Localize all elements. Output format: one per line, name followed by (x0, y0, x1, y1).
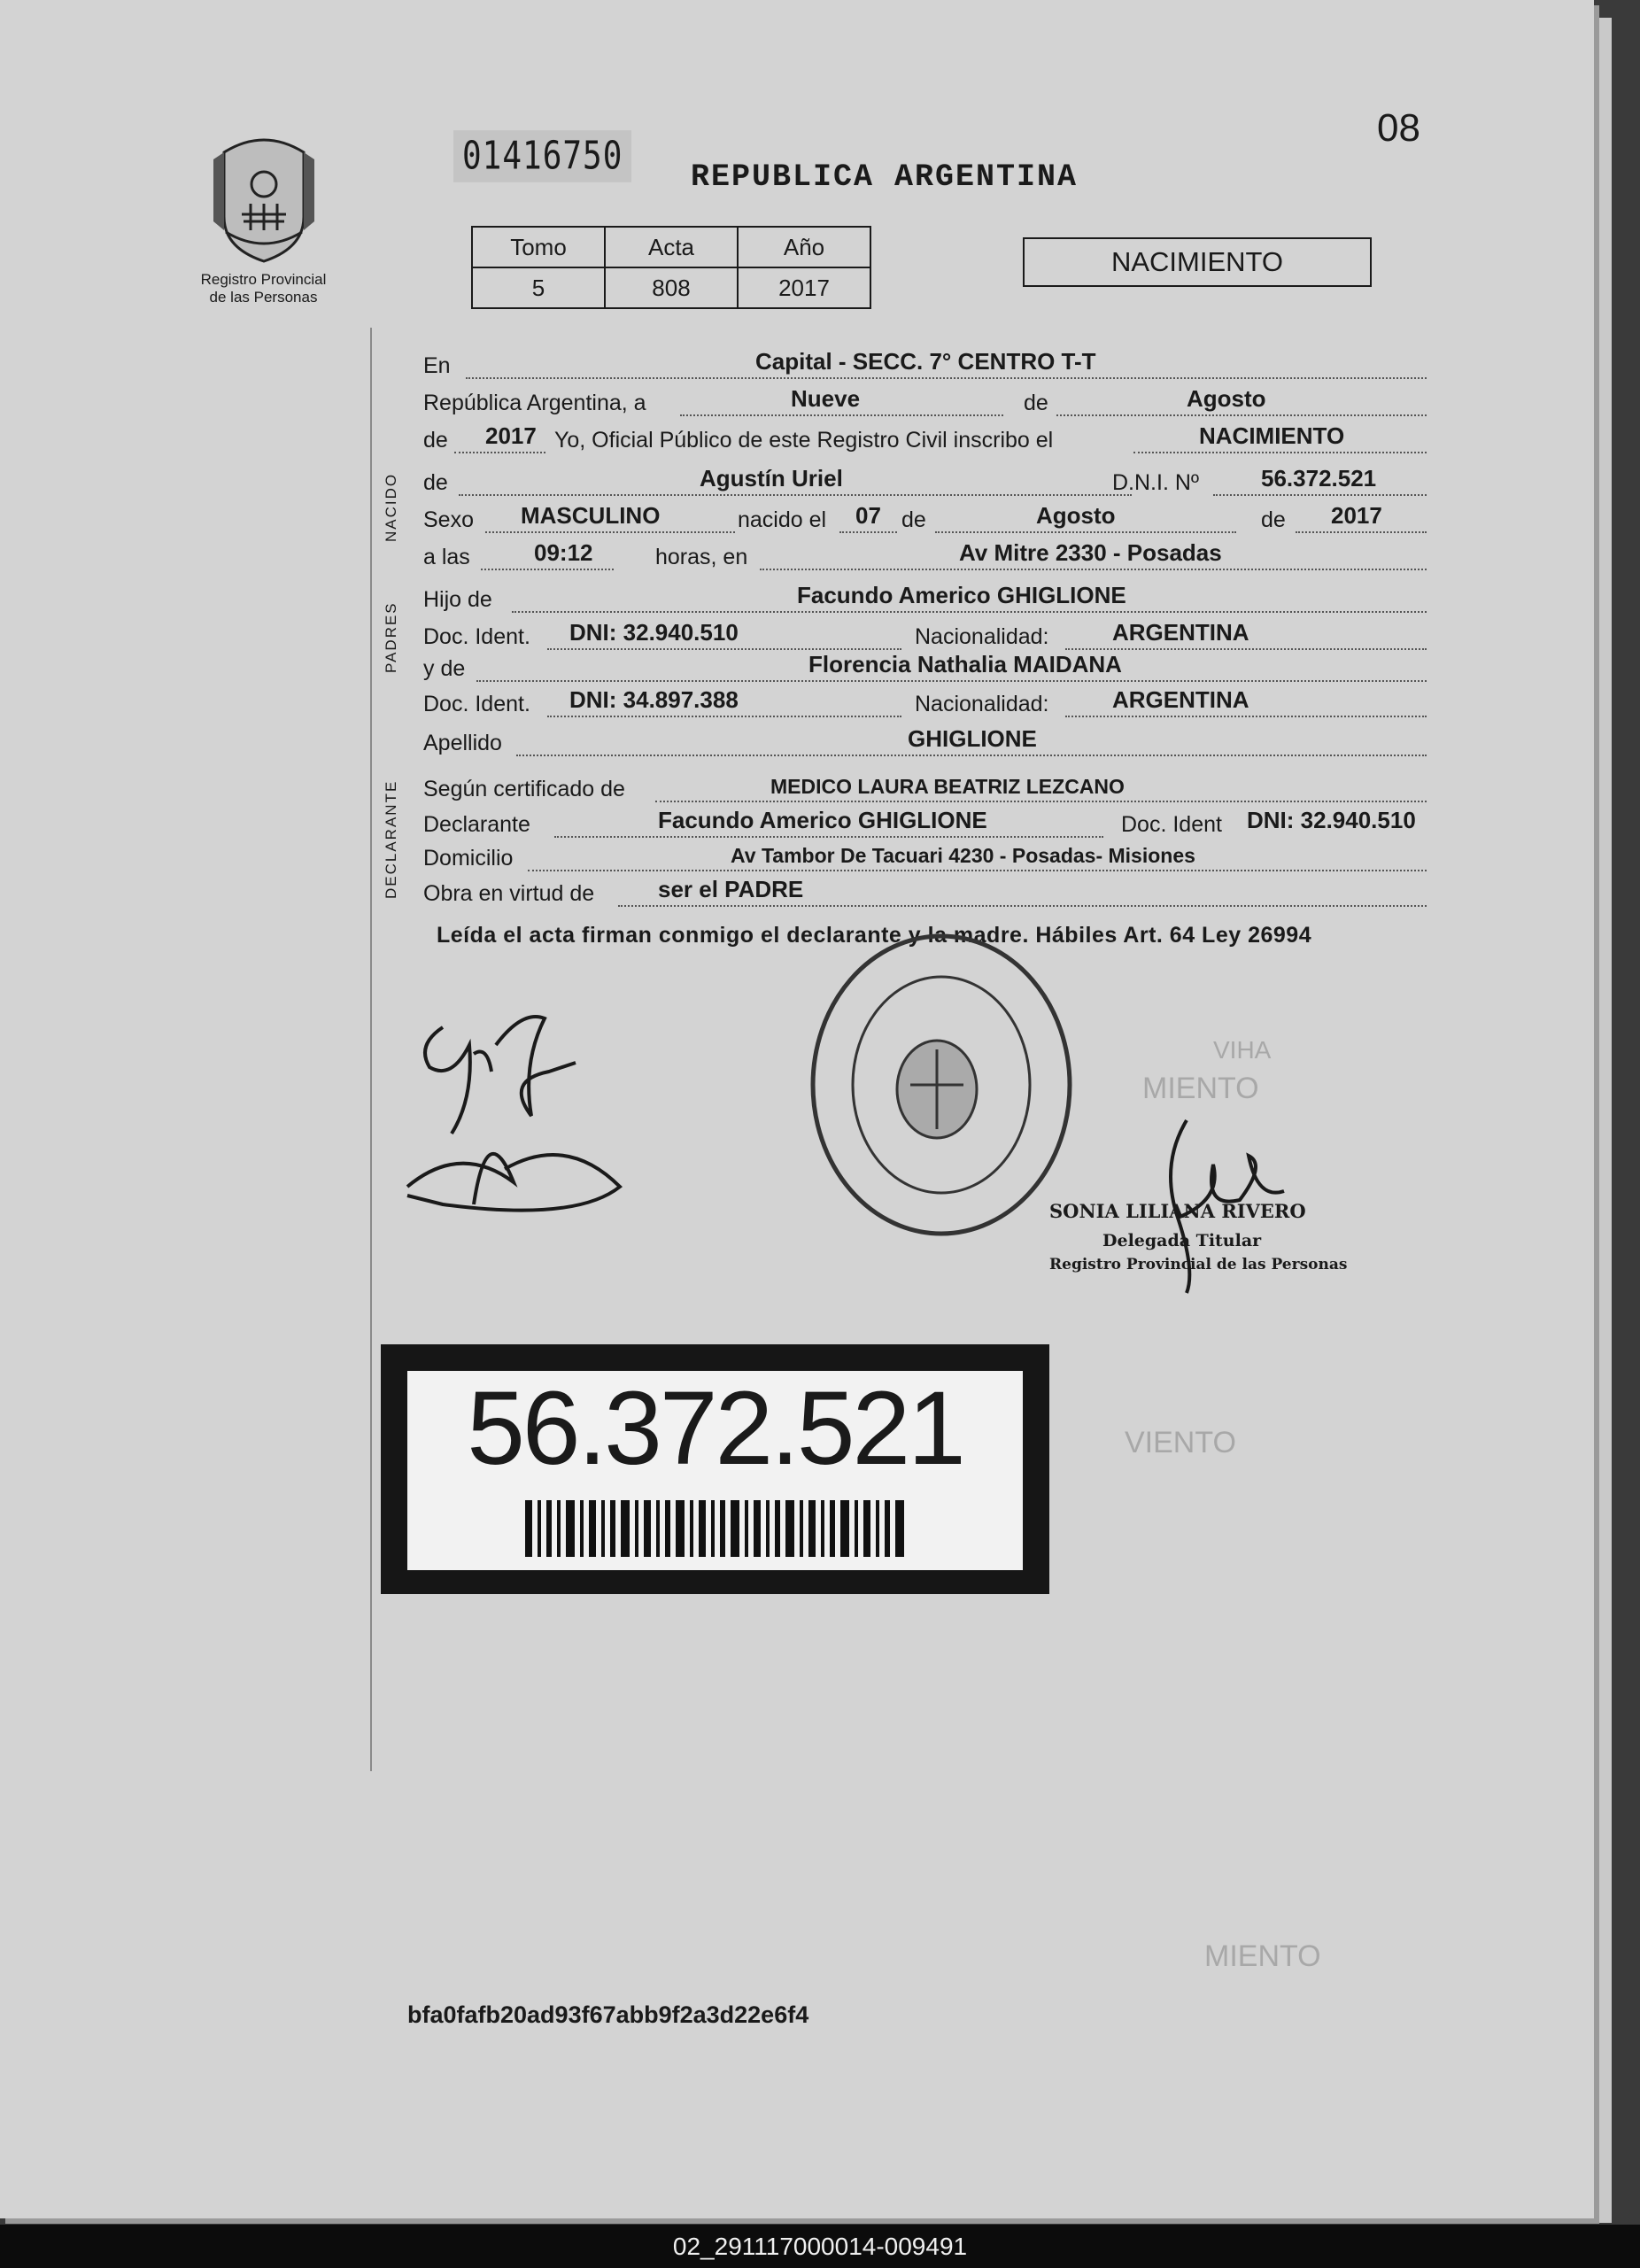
logo-caption-1: Registro Provincial (200, 271, 327, 288)
dotted-line (454, 452, 545, 453)
value-declarante: Facundo Americo GHIGLIONE (658, 807, 987, 833)
row-declarante (423, 807, 1428, 841)
value-certificado: MEDICO LAURA BEATRIZ LEZCANO (770, 775, 1125, 798)
label-nacido-el: nacido el (738, 507, 827, 532)
left-margin-rule (370, 328, 372, 1771)
label-hora: a las (423, 545, 470, 569)
registry-logo (199, 133, 328, 306)
label-dni: D.N.I. Nº (1112, 470, 1200, 495)
header-anio: Año (738, 227, 870, 267)
closing-note: Leída el acta firman conmigo el declarante y la madre. Hábiles Art. 64 Ley 26994 (437, 923, 1312, 948)
dotted-line (680, 414, 1003, 416)
ghost-text: VIHA (1213, 1036, 1272, 1064)
row-inscribo (423, 422, 1428, 457)
label-nombre: de (423, 470, 448, 495)
row-padre (423, 582, 1428, 616)
barcode-icon (525, 1500, 906, 1557)
row-nombre (423, 465, 1428, 499)
label-certificado: Según certificado de (423, 777, 625, 801)
dotted-line (618, 905, 1427, 907)
dotted-line (839, 531, 897, 533)
serial-number: 01416750 (453, 130, 631, 182)
value-nacido-dia: 07 (855, 502, 881, 529)
value-en: Capital - SECC. 7° CENTRO T-T (755, 348, 1096, 375)
label-padre-nac: Nacionalidad: (915, 624, 1049, 649)
label-padre: Hijo de (423, 587, 492, 612)
label-nacido-de2: de (1261, 507, 1286, 532)
row-certificado (423, 776, 1428, 806)
value-obra: ser el PADRE (658, 876, 804, 902)
row-sexo (423, 502, 1428, 537)
ghost-text: MIENTO (1142, 1072, 1259, 1105)
value-anio: 2017 (485, 422, 537, 449)
value-tomo: 5 (472, 267, 605, 308)
value-madre: Florencia Nathalia MAIDANA (808, 651, 1122, 677)
value-decl-doc: DNI: 32.940.510 (1247, 807, 1416, 833)
dotted-line (547, 648, 901, 650)
value-madre-nac: ARGENTINA (1112, 686, 1249, 713)
dotted-line (528, 870, 1427, 871)
row-padre-doc (423, 619, 1428, 654)
ghost-text: VIENTO (1125, 1426, 1236, 1459)
label-en: En (423, 353, 451, 378)
document-heading: REPUBLICA ARGENTINA (691, 159, 1079, 195)
value-inscribo: NACIMIENTO (1199, 422, 1345, 449)
ghost-text: MIENTO (1204, 1939, 1321, 1973)
signatory-role: Delegada Titular (1102, 1231, 1262, 1250)
page-number: 08 (1377, 106, 1420, 150)
dotted-line (485, 531, 735, 533)
header-acta: Acta (605, 227, 738, 267)
section-label-padres: PADRES (383, 601, 399, 673)
official-stamp (804, 925, 1079, 1244)
label-sexo: Sexo (423, 507, 474, 532)
dotted-line (760, 569, 1427, 570)
label-madre-nac: Nacionalidad: (915, 692, 1049, 716)
value-sexo: MASCULINO (521, 502, 661, 529)
value-madre-doc: DNI: 34.897.388 (569, 686, 739, 713)
dotted-line (459, 494, 1132, 496)
label-apellido: Apellido (423, 731, 502, 755)
declarant-signature (390, 992, 673, 1240)
document-hash: bfa0fafb20ad93f67abb9f2a3d22e6f4 (407, 2001, 809, 2028)
value-domicilio: Av Tambor De Tacuari 4230 - Posadas- Misiones (731, 844, 1195, 867)
label-declarante: Declarante (423, 812, 530, 837)
dotted-line (547, 716, 901, 717)
dotted-line (1056, 414, 1427, 416)
dotted-line (476, 680, 1427, 682)
label-madre: y de (423, 656, 466, 681)
value-hora: 09:12 (534, 539, 593, 566)
barcode-label (381, 1344, 1049, 1594)
logo-caption-2: de las Personas (209, 289, 318, 306)
coat-of-arms-icon (206, 133, 321, 266)
label-padre-doc: Doc. Ident. (423, 624, 530, 649)
label-de-anio: de (423, 428, 448, 453)
label-republica: República Argentina, a (423, 391, 646, 415)
value-padre-doc: DNI: 32.940.510 (569, 619, 739, 646)
dotted-line (935, 531, 1236, 533)
value-acta: 808 (605, 267, 738, 308)
label-madre-doc: Doc. Ident. (423, 692, 530, 716)
row-madre (423, 651, 1428, 685)
file-id-footer: 02_291117000014-009491 (0, 2225, 1640, 2268)
dotted-line (1133, 452, 1427, 453)
value-padre: Facundo Americo GHIGLIONE (797, 582, 1126, 608)
dotted-line (1296, 531, 1427, 533)
dotted-line (512, 611, 1427, 613)
value-dia: Nueve (791, 385, 861, 412)
dotted-line (481, 569, 614, 570)
row-domicilio (423, 845, 1428, 875)
label-domicilio: Domicilio (423, 846, 514, 871)
signatory-office: Registro Provincial de las Personas (1049, 1256, 1348, 1273)
record-table (471, 226, 871, 309)
row-en (423, 348, 1428, 383)
dotted-line (1213, 494, 1427, 496)
value-padre-nac: ARGENTINA (1112, 619, 1249, 646)
value-dni: 56.372.521 (1261, 465, 1377, 492)
barcode-number: 56.372.521 (467, 1370, 963, 1487)
section-label-nacido: NACIDO (383, 472, 399, 542)
label-de-mes: de (1024, 391, 1048, 415)
label-obra: Obra en virtud de (423, 881, 595, 906)
label-lugar: horas, en (655, 545, 748, 569)
dotted-line (516, 755, 1427, 756)
record-type-box: NACIMIENTO (1023, 237, 1372, 287)
row-hora (423, 539, 1428, 574)
row-apellido (423, 725, 1428, 760)
row-obra (423, 876, 1428, 910)
value-nombre: Agustín Uriel (700, 465, 843, 492)
header-tomo: Tomo (472, 227, 605, 267)
dotted-line (554, 836, 1103, 838)
value-apellido: GHIGLIONE (908, 725, 1037, 752)
signatory-block (1049, 1200, 1347, 1273)
value-mes: Agosto (1187, 385, 1266, 412)
section-label-declarante: DECLARANTE (383, 779, 399, 899)
label-decl-doc: Doc. Ident (1121, 812, 1222, 837)
dotted-line (655, 801, 1427, 802)
dotted-line (1065, 716, 1427, 717)
row-fecha (423, 385, 1428, 420)
value-nacido-mes: Agosto (1036, 502, 1116, 529)
dotted-line (1065, 648, 1427, 650)
label-nacido-de: de (901, 507, 926, 532)
label-inscribo: Yo, Oficial Público de este Registro Civil inscribo el (554, 428, 1054, 453)
value-anio: 2017 (738, 267, 870, 308)
row-madre-doc (423, 686, 1428, 721)
signatory-name: SONIA LILIANA RIVERO (1049, 1200, 1306, 1222)
dotted-line (466, 377, 1427, 379)
barcode-panel (407, 1371, 1023, 1570)
value-nacido-anio: 2017 (1331, 502, 1382, 529)
value-lugar: Av Mitre 2330 - Posadas (959, 539, 1222, 566)
